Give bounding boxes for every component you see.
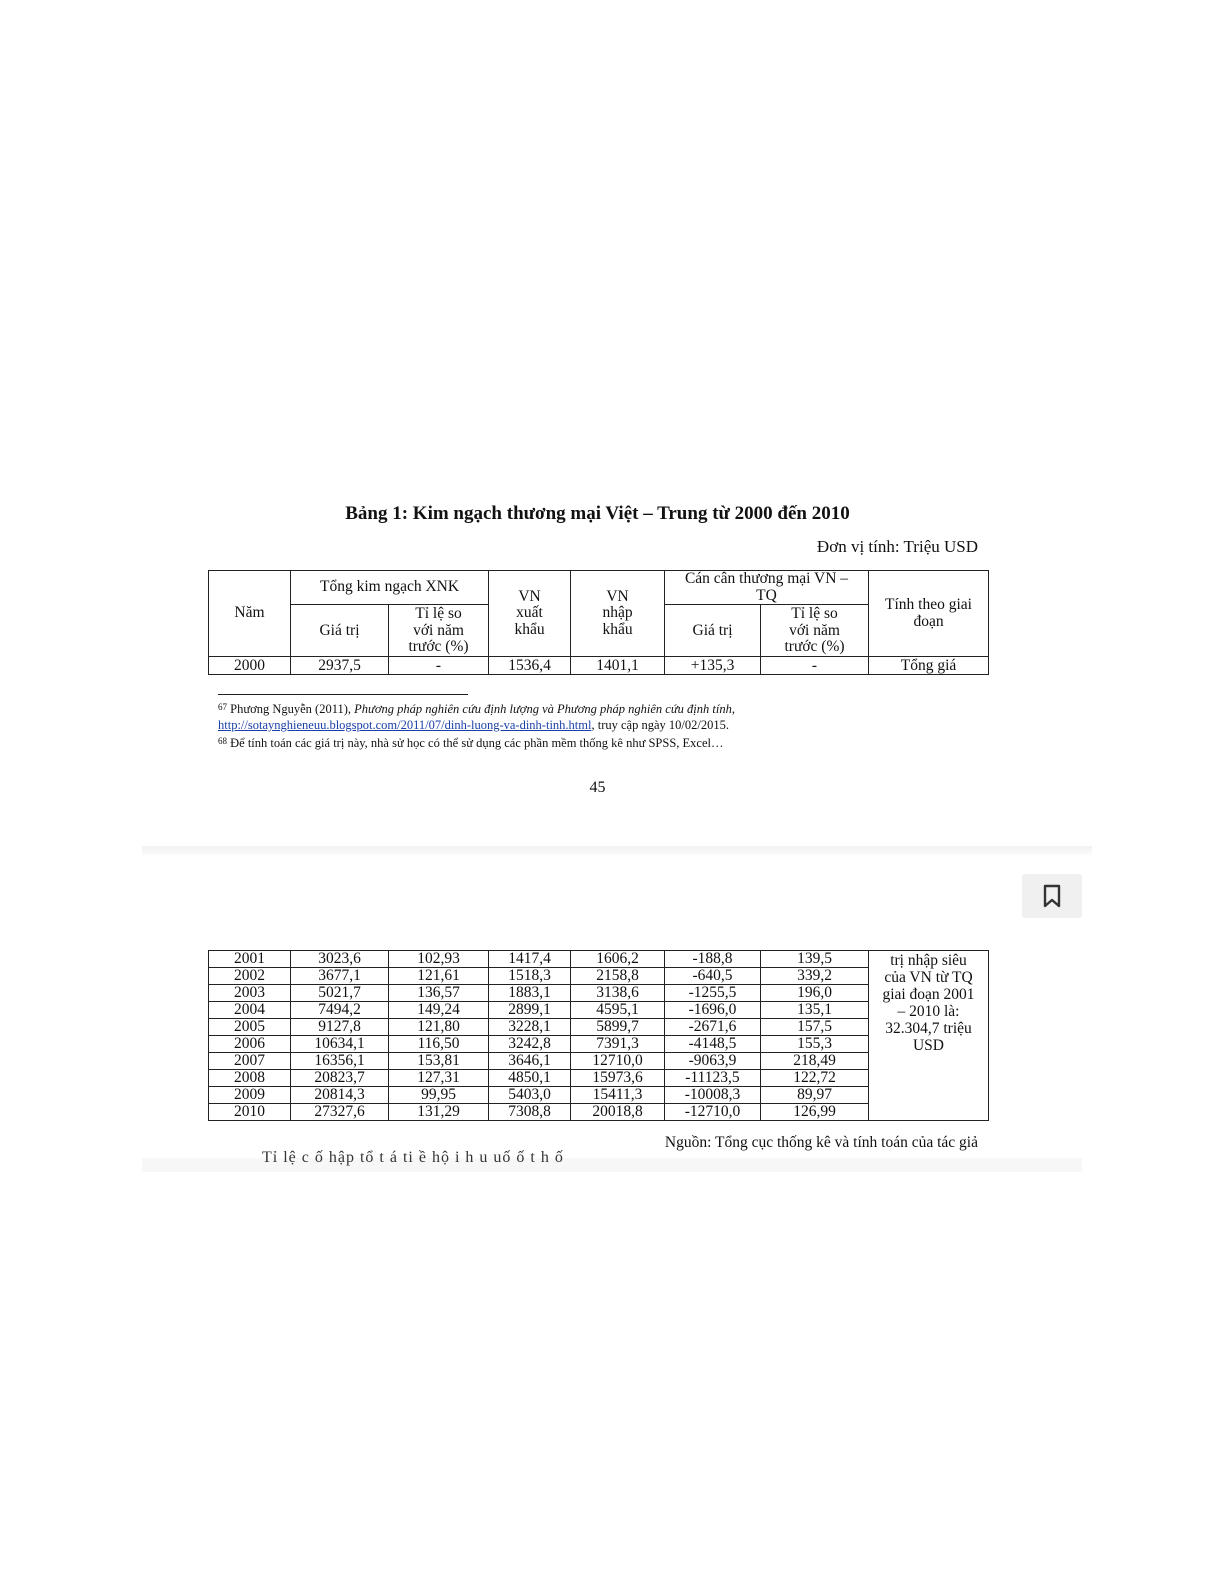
table-cell: 157,5 <box>761 1019 869 1036</box>
table-cell: 2006 <box>209 1036 291 1053</box>
trade-table-body <box>208 950 989 1121</box>
header-vn-export: VN xuất khẩu <box>489 571 571 657</box>
table-cell: 126,99 <box>761 1104 869 1121</box>
footnote-67: $^{67}$ Phương Nguyễn (2011), Phương pháp nghiên cứu định lượng và Phương pháp nghiên cứu định tính, <box>218 702 735 716</box>
table-cell: 2001 <box>209 951 291 968</box>
table-cell: -11123,5 <box>665 1070 761 1087</box>
table-cell: 139,5 <box>761 951 869 968</box>
header-total-value: Giá trị <box>291 605 389 657</box>
table-cell: 15973,6 <box>571 1070 665 1087</box>
table-cell: 2005 <box>209 1019 291 1036</box>
table-cell: -4148,5 <box>665 1036 761 1053</box>
bookmark-icon <box>1041 883 1063 909</box>
table-cell: 7308,8 <box>489 1104 571 1121</box>
header-period: Tính theo giai đoạn <box>869 571 989 657</box>
table-cell: 2003 <box>209 985 291 1002</box>
table-cell: 121,80 <box>389 1019 489 1036</box>
table-cell: 127,31 <box>389 1070 489 1087</box>
table-cell: 2008 <box>209 1070 291 1087</box>
table-cell: 1417,4 <box>489 951 571 968</box>
table-cell: 339,2 <box>761 968 869 985</box>
table-cell: -10008,3 <box>665 1087 761 1104</box>
table-cell: 2004 <box>209 1002 291 1019</box>
table-row-2000 <box>209 657 989 675</box>
header-total-ratio: Tỉ lệ so với năm trước (%) <box>389 605 489 657</box>
table-cell: 3242,8 <box>489 1036 571 1053</box>
table-cell: 135,1 <box>761 1002 869 1019</box>
table-cell: 4595,1 <box>571 1002 665 1019</box>
table-cell: 2937,5 <box>291 657 389 675</box>
footnote-link[interactable]: http://sotaynghieneuu.blogspot.com/2011/07/dinh-luong-va-dinh-tinh.html <box>218 718 592 732</box>
table-cell: +135,3 <box>665 657 761 675</box>
table-cell: 3646,1 <box>489 1053 571 1070</box>
table-cell: 20823,7 <box>291 1070 389 1087</box>
table-cell: 116,50 <box>389 1036 489 1053</box>
table-cell: 153,81 <box>389 1053 489 1070</box>
page-number: 45 <box>589 779 606 796</box>
table-cell: 20018,8 <box>571 1104 665 1121</box>
table-cell: 4850,1 <box>489 1070 571 1087</box>
table-cell: 121,61 <box>389 968 489 985</box>
table-cell: 136,57 <box>389 985 489 1002</box>
footnotes: $^{67}$ Phương Nguyễn (2011), Phương pháp nghiên cứu định lượng và Phương pháp nghiên cứu định tính, http://sotaynghieneuu.blogspot.com/2011/07/dinh-luong-va-dinh-tinh.html, truy cập ngày 10/02/2015. $^{68}$ Để tính toán các giá trị này, nhà sử học có thể sử dụng các phần mềm thống kê như SPSS, Excel… <box>218 699 998 751</box>
table-cell: 2010 <box>209 1104 291 1121</box>
table-cell: -12710,0 <box>665 1104 761 1121</box>
table-cell: 3677,1 <box>291 968 389 985</box>
header-balance-group: Cán cân thương mại VN – TQ <box>665 571 869 605</box>
table-cell: 1606,2 <box>571 951 665 968</box>
table-cell: 3228,1 <box>489 1019 571 1036</box>
table-cell: 122,72 <box>761 1070 869 1087</box>
table-cell: 1518,3 <box>489 968 571 985</box>
table-cell: 2009 <box>209 1087 291 1104</box>
table-cell: 196,0 <box>761 985 869 1002</box>
table-cell: 5899,7 <box>571 1019 665 1036</box>
table-cell: 89,97 <box>761 1087 869 1104</box>
table-cell: 99,95 <box>389 1087 489 1104</box>
table-cell: 3138,6 <box>571 985 665 1002</box>
table-cell: 2158,8 <box>571 968 665 985</box>
table-cell: 10634,1 <box>291 1036 389 1053</box>
unit-label: Đơn vị tính: Triệu USD <box>816 537 978 556</box>
table-cell: 1883,1 <box>489 985 571 1002</box>
footnote-68: $^{68}$ Để tính toán các giá trị này, nhà sử học có thể sử dụng các phần mềm thống kê như SPSS, Excel… <box>218 736 724 750</box>
page-break <box>142 846 1092 855</box>
table-cell: 1401,1 <box>571 657 665 675</box>
table-cell: 131,29 <box>389 1104 489 1121</box>
table-cell: 1536,4 <box>489 657 571 675</box>
table-cell: 2899,1 <box>489 1002 571 1019</box>
table-cell: 9127,8 <box>291 1019 389 1036</box>
table-cell: 7391,3 <box>571 1036 665 1053</box>
table-cell: -640,5 <box>665 968 761 985</box>
table-cell: 3023,6 <box>291 951 389 968</box>
table-cell: 16356,1 <box>291 1053 389 1070</box>
footnote-divider <box>218 694 468 695</box>
table-cell: 15411,3 <box>571 1087 665 1104</box>
table-cell: 2002 <box>209 968 291 985</box>
table-cell: 12710,0 <box>571 1053 665 1070</box>
header-balance-ratio: Tỉ lệ so với năm trước (%) <box>761 605 869 657</box>
table-cell: -1255,5 <box>665 985 761 1002</box>
table-cell: 102,93 <box>389 951 489 968</box>
header-total-group: Tổng kim ngạch XNK <box>291 571 489 605</box>
header-balance-value: Giá trị <box>665 605 761 657</box>
table-title: Bảng 1: Kim ngạch thương mại Việt – Trung từ 2000 đến 2010 <box>345 503 850 524</box>
table-cell: - <box>761 657 869 675</box>
table-cell: 218,49 <box>761 1053 869 1070</box>
table-cell: 27327,6 <box>291 1104 389 1121</box>
table-cell: 155,3 <box>761 1036 869 1053</box>
table-cell: - <box>389 657 489 675</box>
source-note: Nguồn: Tổng cục thống kê và tính toán của tác giả <box>664 1134 978 1151</box>
table-cell: 2000 <box>209 657 291 675</box>
table-cell: -1696,0 <box>665 1002 761 1019</box>
period-note: trị nhập siêu của VN từ TQ giai đoạn 2001 – 2010 là: 32.304,7 triệu USD <box>869 951 989 1121</box>
table-cell: 149,24 <box>389 1002 489 1019</box>
trade-table-header <box>208 570 989 675</box>
cut-off-text: Tỉ lệ c ố hập tổ t á ti ề hộ i h u uố ố t h ố <box>142 1158 1082 1172</box>
table-row <box>209 951 989 968</box>
header-year: Năm <box>209 571 291 657</box>
bookmark-button[interactable] <box>1022 874 1082 918</box>
table-cell: 2007 <box>209 1053 291 1070</box>
table-cell: -9063,9 <box>665 1053 761 1070</box>
table-cell: 20814,3 <box>291 1087 389 1104</box>
table-cell: 5021,7 <box>291 985 389 1002</box>
table-cell: -2671,6 <box>665 1019 761 1036</box>
table-cell: -188,8 <box>665 951 761 968</box>
header-vn-import: VN nhập khẩu <box>571 571 665 657</box>
table-cell: 5403,0 <box>489 1087 571 1104</box>
table-cell: Tổng giá <box>869 657 989 675</box>
table-cell: 7494,2 <box>291 1002 389 1019</box>
